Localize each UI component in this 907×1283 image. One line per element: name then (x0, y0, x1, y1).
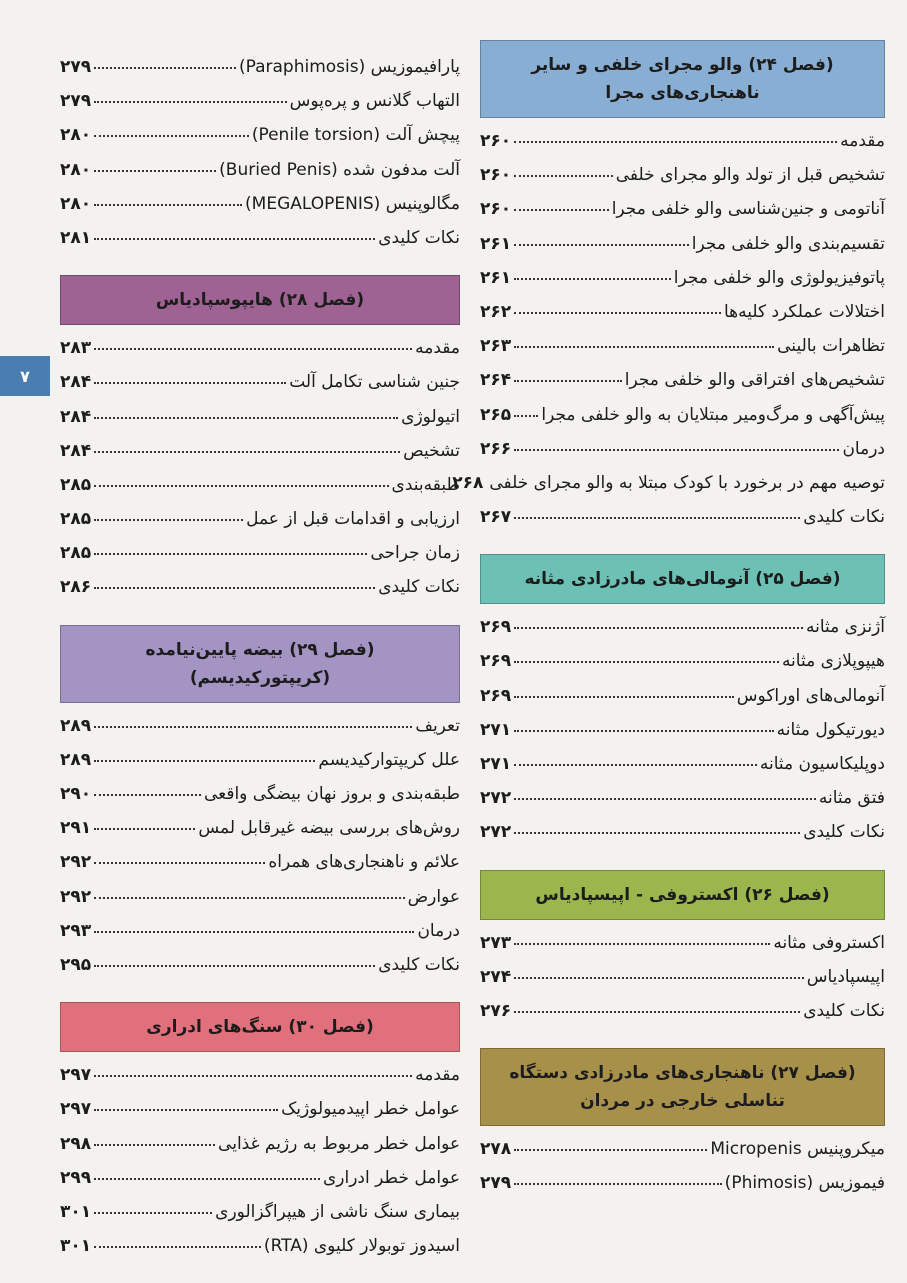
toc-entry-page: ۲۹۰ (60, 784, 92, 804)
toc-entry[interactable] (60, 331, 460, 365)
toc-entry[interactable] (480, 644, 885, 678)
toc-entry[interactable] (60, 811, 460, 845)
dot-leader (94, 382, 286, 384)
dot-leader (514, 943, 770, 945)
toc-entry-page: ۲۸۴ (60, 406, 92, 427)
chapter-header[interactable]: (فصل ۲۸) هایپوسپادیاس (60, 275, 460, 325)
toc-entry-title: پارافیموزیس (Paraphimosis) (238, 57, 460, 77)
toc-entry[interactable] (60, 948, 460, 982)
toc-entry-page: ۲۹۹ (60, 1167, 92, 1188)
toc-entry-title: تعریف (415, 715, 460, 736)
toc-entry[interactable] (452, 466, 885, 500)
toc-entry[interactable] (480, 124, 885, 158)
toc-entry-page: ۲۸۴ (60, 372, 92, 393)
dot-leader (94, 862, 265, 864)
page-number-tab (0, 356, 50, 396)
toc-entry-title: بیماری سنگ ناشی از هیپراگزالوری (215, 1201, 460, 1222)
toc-entry-page: ۳۰۱ (60, 1201, 92, 1222)
toc-entry-title: علائم و ناهنجاری‌های همراه (268, 852, 460, 873)
toc-entry[interactable] (60, 1195, 460, 1229)
toc-entry[interactable] (60, 1127, 460, 1161)
toc-entry-page: ۲۶۸ (452, 472, 484, 493)
dot-leader (94, 170, 216, 172)
toc-entry-title: تظاهرات بالینی (777, 336, 885, 357)
toc-entry[interactable] (480, 295, 885, 329)
toc-entry[interactable] (60, 709, 460, 743)
toc-entry-page: ۲۷۸ (480, 1139, 512, 1160)
toc-entry-title: مگالوپنیس (MEGALOPENIS) (245, 193, 460, 214)
dot-leader (514, 244, 689, 246)
toc-entry[interactable] (60, 365, 460, 399)
toc-entry-page: ۲۶۱ (480, 267, 512, 288)
toc-entry-page: ۲۸۴ (60, 440, 92, 461)
toc-entry-title: تشخیص (403, 440, 460, 461)
toc-entry[interactable] (60, 153, 460, 187)
chapter-header[interactable]: (فصل ۲۶) اکستروفی - اپیسپادیاس (480, 870, 885, 920)
toc-column-right (452, 40, 885, 1221)
toc-entry[interactable] (480, 781, 885, 815)
dot-leader (514, 415, 538, 417)
toc-entry-title: مقدمه (415, 1065, 460, 1086)
toc-entry-page: ۳۰۱ (60, 1236, 92, 1257)
dot-leader (514, 278, 671, 280)
dot-leader (94, 897, 404, 899)
dot-leader (514, 449, 839, 451)
toc-column-left (60, 50, 460, 1283)
toc-entry-page: ۲۷۶ (480, 1000, 512, 1021)
dot-leader (94, 67, 236, 69)
toc-entry-title: مقدمه (840, 131, 885, 151)
dot-leader (514, 696, 734, 698)
toc-entry-title: فیموزیس (Phimosis) (724, 1173, 885, 1194)
toc-entry[interactable] (480, 500, 885, 534)
toc-entry-page: ۲۹۲ (60, 852, 92, 873)
toc-entry-title: تقسیم‌بندی والو خلفی مجرا (691, 233, 885, 254)
toc-entry-page: ۲۶۰ (480, 131, 512, 151)
toc-entry-title: پیش‌آگهی و مرگ‌ومیر مبتلایان به والو خلفی مجرا (541, 404, 885, 425)
toc-entry[interactable] (60, 777, 460, 811)
toc-entry-title: ارزیابی و اقدامات قبل از عمل (246, 509, 460, 530)
dot-leader (514, 312, 721, 314)
toc-entry[interactable] (480, 1132, 885, 1166)
dot-leader (94, 553, 367, 555)
toc-entry-page: ۲۹۷ (60, 1099, 92, 1120)
toc-entry-title: جنین شناسی تکامل آلت (289, 372, 460, 393)
chapter-header[interactable]: (فصل ۲۵) آنومالی‌های مادرزادی مثانه (480, 554, 885, 604)
chapter-header[interactable]: (فصل ۳۰) سنگ‌های ادراری (60, 1002, 460, 1052)
dot-leader (514, 209, 609, 211)
toc-entry-page: ۲۸۰ (60, 193, 92, 214)
toc-entry-page: ۲۶۴ (480, 370, 512, 391)
chapter-header[interactable]: (فصل ۲۷) ناهنجاری‌های مادرزادی دستگاه تناسلی خارجی در مردان (480, 1048, 885, 1126)
toc-entry-title: نکات کلیدی (803, 822, 885, 843)
toc-entry[interactable] (60, 880, 460, 914)
toc-entry-page: ۲۹۲ (60, 886, 92, 907)
toc-entry-page: ۲۷۳ (480, 932, 512, 953)
dot-leader (94, 519, 243, 521)
toc-entry[interactable] (60, 1058, 460, 1092)
toc-entry[interactable] (60, 914, 460, 948)
toc-entry-page: ۲۶۵ (480, 404, 512, 425)
toc-entry-title: علل کریپتوارکیدیسم (318, 749, 460, 770)
dot-leader (94, 417, 398, 419)
toc-entry-title: آژنزی مثانه (805, 617, 885, 638)
toc-entry-title: پاتوفیزیولوژی والو خلفی مجرا (673, 267, 885, 288)
toc-entry-title: نکات کلیدی (803, 507, 885, 528)
toc-entry-title: عوامل خطر ادراری (322, 1167, 460, 1188)
toc-entry-page: ۲۶۱ (480, 233, 512, 254)
toc-entry[interactable] (480, 363, 885, 397)
toc-entry-page: ۲۸۹ (60, 749, 92, 770)
toc-entry-page: ۲۹۵ (60, 954, 92, 975)
chapter-section (480, 870, 885, 1029)
dot-leader (94, 1075, 412, 1077)
toc-entry-page: ۲۸۰ (60, 125, 92, 146)
toc-entry-title: اپیسپادیاس (806, 966, 885, 987)
toc-entry-title: هیپوپلازی مثانه (781, 651, 885, 672)
toc-entry-title: التهاب گلانس و پره‌پوس (289, 91, 460, 112)
toc-entry-title: نکات کلیدی (378, 227, 460, 248)
toc-entry-page: ۲۹۷ (60, 1065, 92, 1086)
toc-entry-title: دیورتیکول مثانه (776, 719, 885, 740)
toc-entry-page: ۲۶۹ (480, 651, 512, 672)
toc-entry[interactable] (60, 84, 460, 118)
toc-entry[interactable] (60, 434, 460, 468)
toc-entry[interactable] (60, 50, 460, 84)
toc-entry-page: ۲۷۹ (60, 91, 92, 112)
toc-entry-page: ۲۹۱ (60, 818, 92, 839)
toc-entry-page: ۲۷۹ (480, 1173, 512, 1194)
toc-entry[interactable] (480, 261, 885, 295)
dot-leader (94, 101, 286, 103)
toc-entry[interactable] (60, 221, 460, 255)
toc-entry[interactable] (60, 187, 460, 221)
dot-leader (94, 794, 201, 796)
dot-leader (94, 587, 375, 589)
toc-entry[interactable] (480, 713, 885, 747)
toc-entry-title: طبقه‌بندی (391, 474, 460, 495)
toc-entry-page: ۲۸۱ (60, 227, 92, 248)
toc-entry-title: نکات کلیدی (378, 954, 460, 975)
toc-entry-page: ۲۶۷ (480, 507, 512, 528)
toc-entry-page: ۲۸۵ (60, 543, 92, 564)
toc-entry-page: ۲۶۲ (480, 301, 512, 322)
dot-leader (514, 798, 816, 800)
dot-leader (94, 204, 242, 206)
toc-entry-title: نکات کلیدی (803, 1000, 885, 1021)
toc-entry-title: درمان (842, 438, 885, 459)
toc-entry-page: ۲۷۱ (480, 719, 512, 740)
toc-entry[interactable] (480, 610, 885, 644)
toc-entry[interactable] (480, 815, 885, 849)
toc-entry-page: ۲۸۵ (60, 509, 92, 530)
chapter-section (480, 554, 885, 849)
toc-entry-title: اختلالات عملکرد کلیه‌ها (723, 301, 885, 322)
chapter-header[interactable]: (فصل ۲۴) والو مجرای خلفی و سایر ناهنجاری‌های مجرا (480, 40, 885, 118)
toc-entry-page: ۲۷۱ (480, 754, 512, 774)
toc-entry-title: اتیولوژی (401, 406, 460, 427)
toc-entry-page: ۲۸۶ (60, 577, 92, 598)
toc-entry-page: ۲۹۸ (60, 1133, 92, 1154)
toc-entry-title: فتق مثانه (818, 788, 885, 809)
dot-leader (94, 760, 315, 762)
dot-leader (514, 1011, 800, 1013)
dot-leader (94, 238, 375, 240)
toc-entry-page: ۲۶۳ (480, 336, 512, 357)
toc-entry-title: عوامل خطر اپیدمیولوژیک (281, 1099, 460, 1120)
toc-entry-page: ۲۶۹ (480, 617, 512, 638)
toc-entry-page: ۲۸۹ (60, 715, 92, 736)
toc-entry-page: ۲۷۲ (480, 788, 512, 809)
toc-entry-title: میکروپنیس Micropenis (710, 1139, 885, 1160)
chapter-section (60, 1002, 460, 1263)
toc-entry-page: ۲۹۳ (60, 920, 92, 941)
toc-entry-page: ۲۶۹ (480, 685, 512, 706)
toc-entry[interactable] (480, 432, 885, 466)
toc-entry-title: نکات کلیدی (378, 577, 460, 598)
dot-leader (514, 764, 757, 766)
toc-entry-title: آنومالی‌های اوراکوس (736, 685, 885, 706)
dot-leader (514, 1149, 707, 1151)
dot-leader (514, 730, 774, 732)
dot-leader (514, 380, 622, 382)
toc-entry-title: دوپلیکاسیون مثانه (759, 754, 885, 774)
dot-leader (94, 931, 414, 933)
dot-leader (94, 485, 388, 487)
dot-leader (94, 1212, 212, 1214)
toc-entry[interactable] (480, 1166, 885, 1200)
dot-leader (94, 726, 412, 728)
toc-entry-title: توصیه مهم در برخورد با کودک مبتلا به والو مجرای خلفی (489, 472, 885, 493)
toc-entry-title: زمان جراحی (370, 543, 460, 564)
toc-entry-title: آلت مدفون شده (Buried Penis) (219, 159, 460, 180)
page-number: ۷ (20, 366, 30, 386)
chapter-section (60, 275, 460, 605)
dot-leader (514, 661, 779, 663)
toc-entry-title: اکستروفی مثانه (773, 932, 885, 953)
toc-entry[interactable] (60, 570, 460, 604)
toc-entry-page: ۲۸۳ (60, 338, 92, 359)
toc-entry[interactable] (480, 158, 885, 192)
toc-entry[interactable] (480, 329, 885, 363)
toc-entry-page: ۲۶۰ (480, 165, 512, 186)
toc-entry-title: اسیدوز توبولار کلیوی (RTA) (263, 1236, 460, 1257)
chapter-section (60, 625, 460, 983)
toc-entry[interactable] (60, 118, 460, 152)
toc-entry-title: تشخیص قبل از تولد والو مجرای خلفی (615, 165, 885, 186)
toc-entry-title: آناتومی و جنین‌شناسی والو خلفی مجرا (611, 199, 885, 220)
dot-leader (514, 832, 800, 834)
dot-leader (514, 977, 804, 979)
toc-entry-page: ۲۶۶ (480, 438, 512, 459)
dot-leader (94, 1144, 215, 1146)
toc-entry-page: ۲۷۹ (60, 57, 92, 77)
dot-leader (94, 965, 375, 967)
toc-entry[interactable] (60, 1229, 460, 1263)
toc-entry[interactable] (480, 398, 885, 432)
toc-entry-page: ۲۸۵ (60, 474, 92, 495)
toc-entry[interactable] (480, 192, 885, 226)
toc-entry[interactable] (480, 994, 885, 1028)
dot-leader (94, 1178, 320, 1180)
toc-entry-title: عوامل خطر مربوط به رژیم غذایی (218, 1133, 460, 1154)
toc-entry[interactable] (60, 468, 460, 502)
dot-leader (94, 135, 249, 137)
toc-entry[interactable] (60, 1161, 460, 1195)
toc-entry[interactable] (480, 960, 885, 994)
dot-leader (94, 451, 400, 453)
toc-entry-page: ۲۷۲ (480, 822, 512, 843)
toc-entry-page: ۲۶۰ (480, 199, 512, 220)
toc-entry[interactable] (60, 845, 460, 879)
toc-entry[interactable] (60, 536, 460, 570)
toc-entry-title: طبقه‌بندی و بروز نهان بیضگی واقعی (203, 784, 460, 804)
toc-entry-title: عوارض (407, 886, 460, 907)
toc-entry[interactable] (60, 1092, 460, 1126)
chapter-section (480, 1048, 885, 1200)
dot-leader (94, 348, 412, 350)
dot-leader (514, 141, 837, 143)
dot-leader (514, 175, 613, 177)
chapter-section (452, 40, 885, 534)
dot-leader (514, 1183, 722, 1185)
chapter-header[interactable]: (فصل ۲۹) بیضه پایین‌نیامده (کریپتورکیدیسم) (60, 625, 460, 703)
dot-leader (94, 828, 195, 830)
toc-entry-page: ۲۸۰ (60, 159, 92, 180)
toc-entry[interactable] (480, 926, 885, 960)
toc-entry[interactable] (60, 400, 460, 434)
dot-leader (514, 346, 774, 348)
toc-entry[interactable] (480, 227, 885, 261)
dot-leader (94, 1109, 278, 1111)
toc-entry-title: پیچش آلت (Penile torsion) (251, 125, 460, 146)
dot-leader (514, 517, 800, 519)
toc-entry-title: تشخیص‌های افتراقی والو خلفی مجرا (624, 370, 885, 391)
toc-entry-title: مقدمه (415, 338, 460, 359)
toc-entry-title: روش‌های بررسی بیضه غیرقابل لمس (198, 818, 460, 839)
toc-entry[interactable] (60, 502, 460, 536)
toc-entry[interactable] (480, 679, 885, 713)
dot-leader (514, 627, 803, 629)
dot-leader (94, 1246, 261, 1248)
toc-entry-title: درمان (417, 920, 460, 941)
toc-entry[interactable] (480, 747, 885, 781)
toc-entry-page: ۲۷۴ (480, 966, 512, 987)
toc-entry[interactable] (60, 743, 460, 777)
chapter-continued (60, 50, 460, 255)
